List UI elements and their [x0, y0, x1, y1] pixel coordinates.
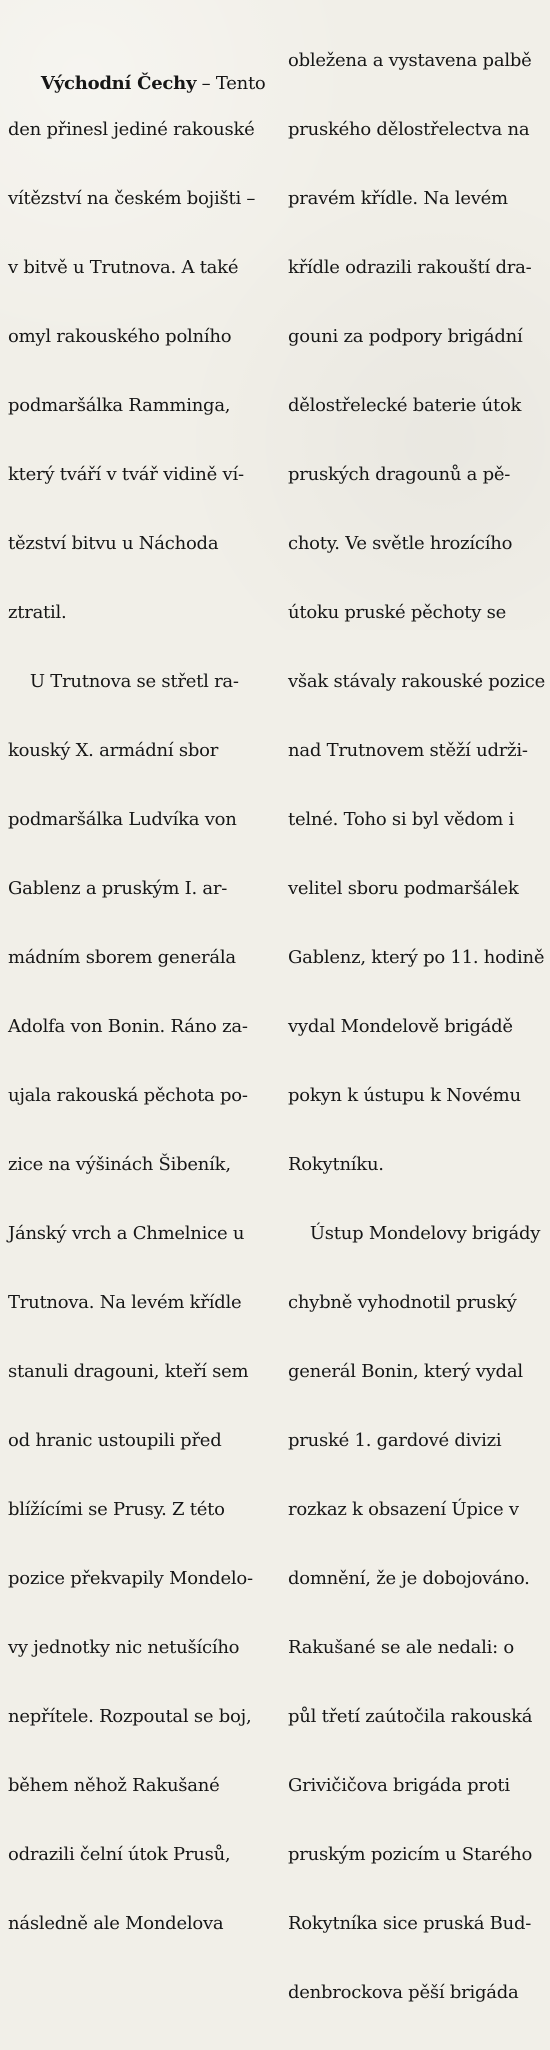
right-line-15: vydal Mondelově brigádě: [288, 1016, 513, 1037]
left-line-25: během něhož Rakušané: [8, 1775, 220, 1796]
right-line-16: pokyn k ústupu k Novému: [288, 1085, 521, 1106]
left-line-3: v bitvě u Trutnova. A také: [8, 257, 239, 278]
right-line-18: Ústup Mondelovy brigády: [288, 1223, 541, 1244]
right-line-5: gouni za podpory brigádní: [288, 326, 523, 347]
left-line-17: Jánský vrch a Chmelnice u: [8, 1223, 245, 1244]
left-line-18: Trutnova. Na levém křídle: [8, 1292, 242, 1313]
article-lead-text: – Tento: [196, 73, 266, 94]
right-line-17: Rokytníku.: [288, 1154, 384, 1175]
right-line-8: choty. Ve světle hrozícího: [288, 533, 513, 554]
right-line-27: pruským pozicím u Starého: [288, 1844, 533, 1865]
right-line-28: Rokytníka sice pruská Bud-: [288, 1913, 532, 1934]
lead-line: [8, 49, 270, 94]
left-line-14: Adolfa von Bonin. Ráno za-: [8, 1016, 248, 1037]
left-line-2: vítězství na českém bojišti –: [8, 188, 256, 209]
right-line-23: domnění, že je dobojováno.: [288, 1568, 530, 1589]
right-line-4: křídle odrazili rakouští dra-: [288, 257, 532, 278]
left-line-5: podmaršálka Ramminga,: [8, 395, 231, 416]
right-line-7: pruských dragounů a pě-: [288, 464, 511, 485]
right-line-3: pravém křídle. Na levém: [288, 188, 508, 209]
right-line-14: Gablenz, který po 11. hodině: [288, 947, 545, 968]
right-line-24: Rakušané se ale nedali: o: [288, 1637, 514, 1658]
left-line-15: ujala rakouská pěchota po-: [8, 1085, 248, 1106]
left-line-8: ztratil.: [8, 602, 67, 623]
right-line-22: rozkaz k obsazení Úpice v: [288, 1499, 519, 1520]
left-line-26: odrazili čelní útok Prusů,: [8, 1844, 231, 1865]
article-right-column: [288, 3, 550, 2050]
left-line-20: od hranic ustoupili před: [8, 1430, 222, 1451]
right-line-2: pruského dělostřelectva na: [288, 119, 530, 140]
left-line-23: vy jednotky nic netušícího: [8, 1637, 240, 1658]
left-line-27: následně ale Mondelova: [8, 1913, 224, 1934]
left-line-21: blížícími se Prusy. Z této: [8, 1499, 225, 1520]
right-line-12: telné. Toho si byl vědom i: [288, 809, 515, 830]
right-line-20: generál Bonin, který vydal: [288, 1361, 523, 1382]
right-line-29: denbrockova pěší brigáda: [288, 1982, 519, 2003]
right-line-6: dělostřelecké baterie útok: [288, 395, 522, 416]
left-line-6: který tváří v tvář vidině ví-: [8, 464, 244, 485]
right-line-26: Grivičičova brigáda proti: [288, 1775, 510, 1796]
left-line-12: Gablenz a pruským I. ar-: [8, 878, 228, 899]
right-line-1: obležena a vystavena palbě: [288, 50, 532, 71]
right-line-21: pruské 1. gardové divizi: [288, 1430, 502, 1451]
right-line-25: půl třetí zaútočila rakouská: [288, 1706, 533, 1727]
right-line-9: útoku pruské pěchoty se: [288, 602, 507, 623]
right-line-10: však stávaly rakouské pozice: [288, 671, 546, 692]
left-line-13: mádním sborem generála: [8, 947, 236, 968]
left-line-1: den přinesl jediné rakouské: [8, 119, 255, 140]
left-line-16: zice na výšinách Šibeník,: [8, 1154, 231, 1175]
left-line-19: stanuli dragouni, kteří sem: [8, 1361, 249, 1382]
left-line-22: pozice překvapily Mondelo-: [8, 1568, 253, 1589]
right-line-19: chybně vyhodnotil pruský: [288, 1292, 517, 1313]
left-line-4: omyl rakouského polního: [8, 326, 232, 347]
right-line-13: velitel sboru podmaršálek: [288, 878, 519, 899]
left-line-11: podmaršálka Ludvíka von: [8, 809, 237, 830]
left-line-24: nepřítele. Rozpoutal se boj,: [8, 1706, 252, 1727]
right-line-11: nad Trutnovem stěží udrži-: [288, 740, 528, 761]
left-line-10: kouský X. armádní sbor: [8, 740, 219, 761]
article-left-column: [8, 3, 270, 1981]
left-line-9: U Trutnova se střetl ra-: [8, 671, 239, 692]
article-lead-title: Východní Čechy: [40, 73, 197, 94]
left-line-7: tězství bitvu u Náchoda: [8, 533, 219, 554]
